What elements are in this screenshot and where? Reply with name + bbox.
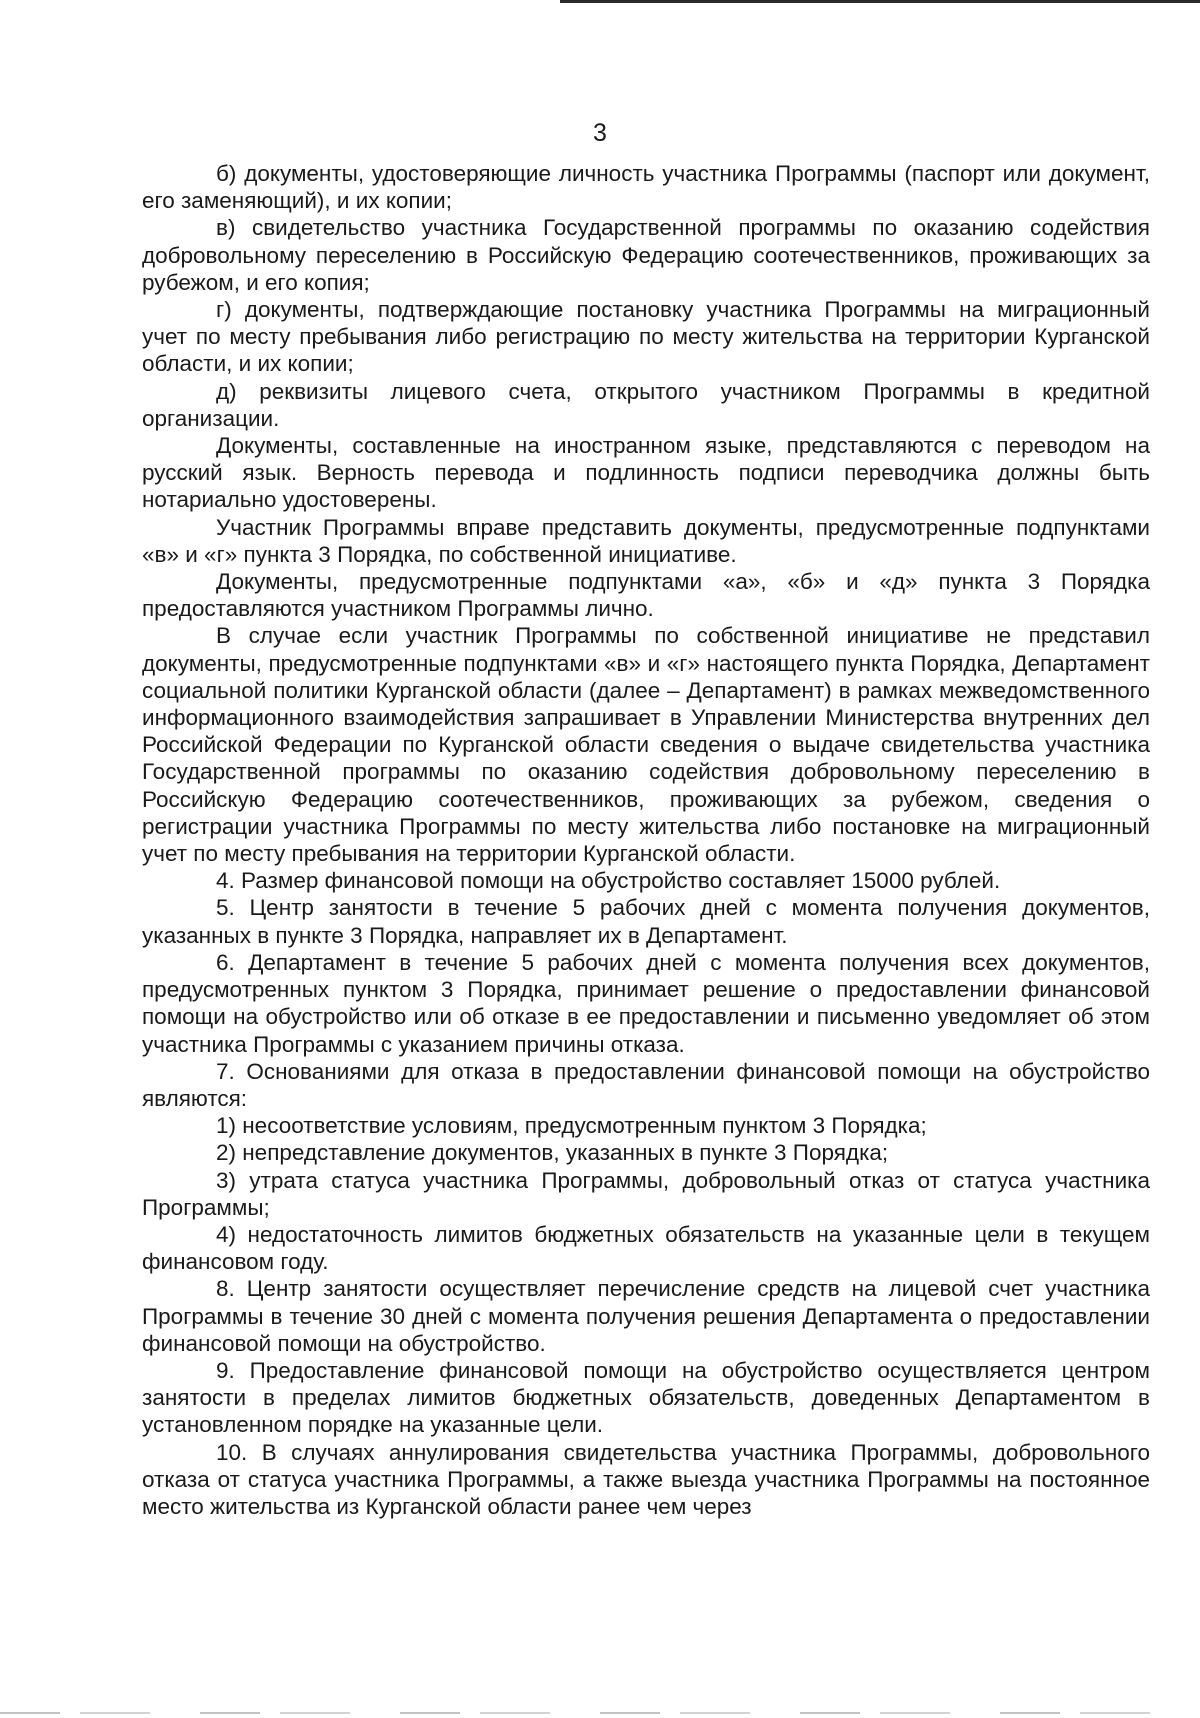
paragraph-clause-7: 7. Основаниями для отказа в предоставлении финансовой помощи на обустройство являются: [142,1058,1150,1111]
paragraph-item-g: г) документы, подтверждающие постановку участника Программы на миграционный учет по месту пребывания либо регистрацию по месту жительства на территории Курганской области, и их копии; [142,297,1150,377]
paragraph-clause-9: 9. Предоставление финансовой помощи на обустройство осуществляется центром занятости в пределах лимитов бюджетных обязательств, доведенных Департаментом в установленном порядке на указанные цели. [142,1357,1150,1438]
page-number: 3 [593,119,607,147]
paragraph-clause-8: 8. Центр занятости осуществляет перечисление средств на лицевой счет участника Программы в течение 30 дней с момента получения решения Департамента о предоставлении финансовой помощи на обустройство. [142,1276,1150,1356]
document-body [142,160,1150,1520]
paragraph-clause-10: 10. В случаях аннулирования свидетельства участника Программы, добровольного отказа от статуса участника Программы, а также выезда участника Программы на постоянное место жительства из Курганской области ранее чем через [142,1439,1150,1519]
paragraph-clause-6: 6. Департамент в течение 5 рабочих дней с момента получения всех документов, предусмотренных пунктом 3 Порядка, принимает решение о предоставлении финансовой помощи на обустройство или об отказе в ее предоставлении и письменно уведомляет об этом участника Программы с указанием причины отказа. [142,949,1150,1057]
paragraph-own-initiative: Участник Программы вправе представить документы, предусмотренные подпунктами «в» и «г» пункта 3 Порядка, по собственной инициативе. [142,514,1150,567]
paragraph-clause-4: 4. Размер финансовой помощи на обустройство составляет 15000 рублей. [216,868,1001,894]
paragraph-clause-7-3: 3) утрата статуса участника Программы, добровольный отказ от статуса участника Программы; [142,1167,1150,1220]
paragraph-item-d: д) реквизиты лицевого счета, открытого участником Программы в кредитной организации. [142,378,1150,431]
paragraph-item-v: в) свидетельство участника Государственной программы по оказанию содействия добровольному переселению в Российскую Федерацию соотечественников, проживающих за рубежом, и его копия; [142,215,1150,295]
paragraph-clause-7-1: 1) несоответствие условиям, предусмотренным пунктом 3 Порядка; [216,1113,927,1139]
paragraph-clause-5: 5. Центр занятости в течение 5 рабочих дней с момента получения документов, указанных в пункте 3 Порядка, направляет их в Департамент. [142,895,1150,948]
scan-edge-mark-top [560,0,1200,3]
scan-edge-mark-bottom [0,1712,1200,1714]
paragraph-in-person: Документы, предусмотренные подпунктами «а», «б» и «д» пункта 3 Порядка предоставляются участником Программы лично. [142,569,1150,622]
paragraph-foreign-documents: Документы, составленные на иностранном языке, представляются с переводом на русский язык. Верность перевода и подлинность подписи переводчика должны быть нотариально удостоверены. [142,433,1150,513]
paragraph-item-b: б) документы, удостоверяющие личность участника Программы (паспорт или документ, его заменяющий), и их копии; [142,161,1150,214]
paragraph-clause-7-4: 4) недостаточность лимитов бюджетных обязательств на указанные цели в текущем финансовом году. [142,1221,1150,1275]
paragraph-clause-7-2: 2) непредставление документов, указанных в пункте 3 Порядка; [216,1140,889,1166]
paragraph-interagency-request: В случае если участник Программы по собственной инициативе не представил документы, предусмотренные подпунктами «в» и «г» настоящего пункта Порядка, Департамент социальной политики Курганской области (далее – Департамент) в рамках межведомственного информационного взаимодействия запрашивает в Управлении Министерства внутренних дел Российской Федерации по Курганской области сведения о выдаче свидетельства участника Государственной программы по оказанию содействия добровольному переселению в Российскую Федерацию соотечественников, проживающих за рубежом, сведения о регистрации участника Программы по месту жительства либо постановке на миграционный учет по месту пребывания на территории Курганской области. [142,623,1150,867]
